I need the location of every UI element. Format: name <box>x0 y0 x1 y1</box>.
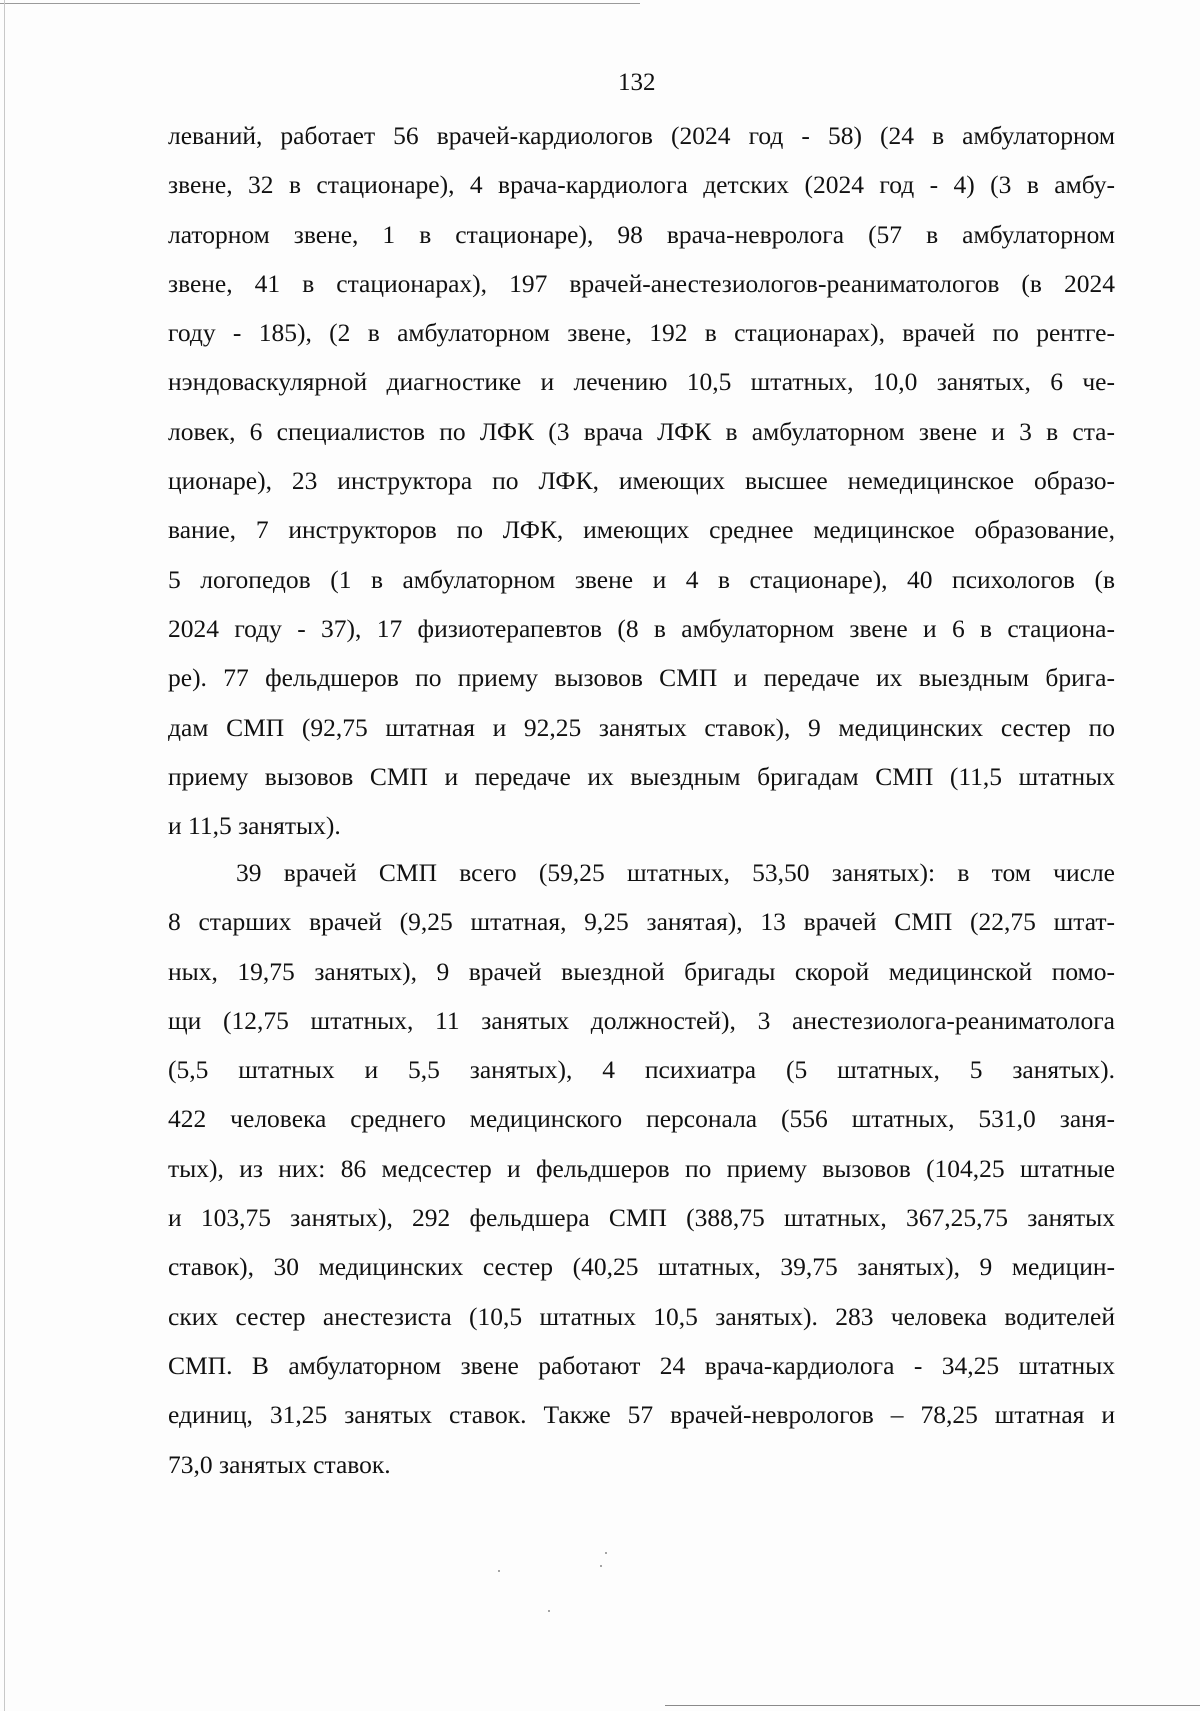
page-number: 132 <box>618 69 656 96</box>
text-line: единиц, 31,25 занятых ставок. Также 57 врачей-неврологов – 78,25 штатная и <box>168 1400 1115 1430</box>
text-line: дам СМП (92,75 штатная и 92,25 занятых ставок), 9 медицинских сестер по <box>168 712 1115 742</box>
text-line: (5,5 штатных и 5,5 занятых), 4 психиатра (5 штатных, 5 занятых). <box>168 1055 1115 1085</box>
text-line: приему вызовов СМП и передаче их выездным бригадам СМП (11,5 штатных <box>168 761 1115 791</box>
scan-speck <box>605 1552 607 1554</box>
text-line: СМП. В амбулаторном звене работают 24 врача-кардиолога - 34,25 штатных <box>168 1350 1115 1380</box>
text-line: ре). 77 фельдшеров по приему вызовов СМП и передаче их выездным брига- <box>168 663 1115 693</box>
text-line: 39 врачей СМП всего (59,25 штатных, 53,50 занятых): в том числе <box>236 858 1115 887</box>
text-line: году - 185), (2 в амбулаторном звене, 192 в стационарах), врачей по рентге- <box>168 318 1115 348</box>
paragraph-2 <box>168 848 1115 1489</box>
text-line: ционаре), 23 инструктора по ЛФК, имеющих высшее немедицинское образо- <box>168 466 1115 496</box>
scan-edge-left <box>4 0 5 1711</box>
text-line: щи (12,75 штатных, 11 занятых должностей), 3 анестезиолога-реаниматолога <box>168 1005 1115 1035</box>
text-line: 2024 году - 37), 17 физиотерапевтов (8 в амбулаторном звене и 6 в стациона- <box>168 613 1115 643</box>
text-line: 5 логопедов (1 в амбулаторном звене и 4 в стационаре), 40 психологов (в <box>168 564 1115 594</box>
text-line: ных, 19,75 занятых), 9 врачей выездной бригады скорой медицинской помо- <box>168 956 1115 986</box>
text-line: и 103,75 занятых), 292 фельдшера СМП (388,75 штатных, 367,25,75 занятых <box>168 1203 1115 1233</box>
scan-edge-top <box>0 3 640 4</box>
text-line: вание, 7 инструкторов по ЛФК, имеющих среднее медицинское образование, <box>168 515 1115 545</box>
text-line: ловек, 6 специалистов по ЛФК (3 врача ЛФК в амбулаторном звене и 3 в ста- <box>168 416 1115 446</box>
text-line: леваний, работает 56 врачей-кардиологов (2024 год - 58) (24 в амбулаторном <box>168 121 1115 150</box>
text-line: звене, 32 в стационаре), 4 врача-кардиолога детских (2024 год - 4) (3 в амбу- <box>168 170 1115 200</box>
text-line: 422 человека среднего медицинского персонала (556 штатных, 531,0 заня- <box>168 1104 1115 1134</box>
scan-edge-bottom <box>665 1705 1200 1706</box>
text-line: латорном звене, 1 в стационаре), 98 врача-невролога (57 в амбулаторном <box>168 219 1115 249</box>
paragraph-1 <box>168 111 1115 850</box>
text-line: 73,0 занятых ставок. <box>168 1449 391 1479</box>
scan-speck <box>498 1570 500 1572</box>
scan-speck <box>600 1565 602 1567</box>
text-line: нэндоваскулярной диагностике и лечению 10,5 штатных, 10,0 занятых, 6 че- <box>168 367 1115 397</box>
text-line: ставок), 30 медицинских сестер (40,25 штатных, 39,75 занятых), 9 медицин- <box>168 1252 1115 1282</box>
text-line: ских сестер анестезиста (10,5 штатных 10,5 занятых). 283 человека водителей <box>168 1301 1115 1331</box>
text-line: тых), из них: 86 медсестер и фельдшеров по приему вызовов (104,25 штатные <box>168 1153 1115 1183</box>
text-line: и 11,5 занятых). <box>168 811 341 841</box>
scan-speck <box>548 1610 550 1612</box>
text-line: 8 старших врачей (9,25 штатная, 9,25 занятая), 13 врачей СМП (22,75 штат- <box>168 907 1115 937</box>
text-line: звене, 41 в стационарах), 197 врачей-анестезиологов-реаниматологов (в 2024 <box>168 268 1115 298</box>
